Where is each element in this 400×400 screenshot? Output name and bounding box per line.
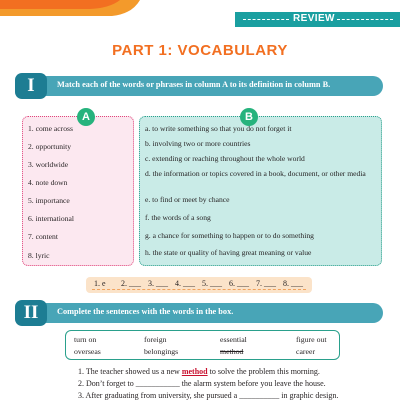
column-b-item: h. the state or quality of having great meaning or value [145, 248, 312, 257]
column-b-item: e. to find or meet by chance [145, 195, 230, 204]
section-2-instruction: Complete the sentences with the words in the box. [57, 307, 234, 316]
section-1-instruction: Match each of the words or phrases in column A to its definition in column B. [57, 80, 331, 89]
sentence-1-after: to solve the problem this morning. [207, 367, 320, 376]
corner-decoration [0, 0, 140, 22]
answer-blank-5[interactable]: 5. ___ [202, 279, 222, 288]
word-box-item: turn on [74, 335, 97, 344]
word-box-item: overseas [74, 347, 101, 356]
column-b-item: a. to write something so that you do not forget it [145, 124, 292, 133]
review-label: REVIEW [293, 13, 335, 24]
column-a-item: 8. lyric [28, 251, 50, 260]
answer-strip-background [86, 277, 312, 293]
sentence-1 [78, 366, 320, 377]
word-box-item: figure out [296, 335, 327, 344]
column-a-item: 7. content [28, 232, 58, 241]
sentence-2: 2. Don’t forget to ___________ the alarm system before you leave the house. [78, 379, 326, 388]
column-b-badge: B [240, 108, 258, 126]
column-b-item: b. involving two or more countries [145, 139, 251, 148]
word-box-item: essential [220, 335, 247, 344]
answer-blank-4[interactable]: 4. ___ [175, 279, 195, 288]
answer-blank-2[interactable]: 2. ___ [121, 279, 141, 288]
column-a-item: 6. international [28, 214, 74, 223]
column-b-item: c. extending or reaching throughout the whole world [145, 154, 305, 163]
review-banner-dash-left [243, 19, 289, 20]
column-a-item: 3. worldwide [28, 160, 69, 169]
word-box-item-used: method [220, 347, 244, 356]
review-banner-dash-right [337, 19, 393, 20]
word-box-item: career [296, 347, 316, 356]
section-1-header [19, 76, 383, 96]
answer-blank-7[interactable]: 7. ___ [256, 279, 276, 288]
column-b-item: d. the information or topics covered in a book, document, or other media [145, 169, 366, 178]
section-2-numeral: II [15, 300, 47, 326]
section-2-header [19, 303, 383, 323]
answer-blank-8[interactable]: 8. ___ [283, 279, 303, 288]
column-a-item: 5. importance [28, 196, 70, 205]
sentence-1-before: 1. The teacher showed us a new [78, 367, 182, 376]
sentence-3: 3. After graduating from university, she pursued a __________ in graphic design. [78, 391, 339, 400]
part-title: PART 1: VOCABULARY [112, 42, 288, 59]
answer-blank-6[interactable]: 6. ___ [229, 279, 249, 288]
column-a-item: 4. note down [28, 178, 68, 187]
answer-strip-dashes [92, 289, 306, 290]
answer-blank-3[interactable]: 3. ___ [148, 279, 168, 288]
column-a-badge: A [77, 108, 95, 126]
word-box [65, 330, 340, 360]
answer-blank-1[interactable]: 1. e [94, 279, 106, 288]
answer-strip [86, 277, 312, 293]
word-box-item: foreign [144, 335, 167, 344]
column-a-item: 2. opportunity [28, 142, 72, 151]
sentence-1-answer: method [181, 367, 208, 376]
column-b-item: g. a chance for something to happen or to do something [145, 231, 314, 240]
word-box-item: belongings [144, 347, 179, 356]
column-a-box [22, 116, 134, 266]
column-b-item: f. the words of a song [145, 213, 211, 222]
section-1-numeral: I [15, 73, 47, 99]
review-banner [235, 12, 400, 27]
column-a-item: 1. come across [28, 124, 73, 133]
